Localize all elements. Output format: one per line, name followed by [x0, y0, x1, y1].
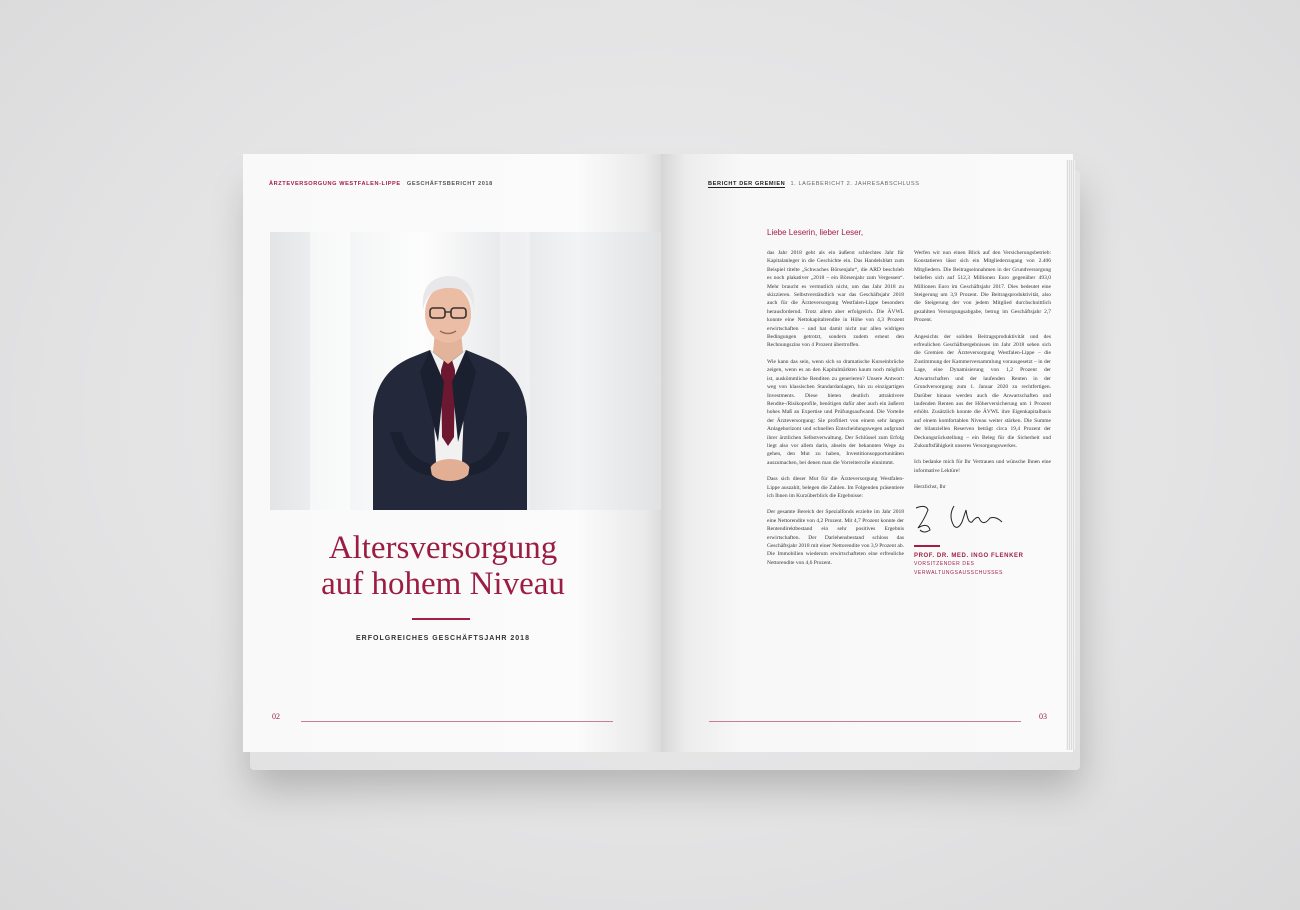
headline-line-1: Altersversorgung	[328, 530, 558, 566]
headline	[243, 530, 643, 602]
handwritten-signature	[914, 500, 1004, 536]
footer-line-right	[709, 721, 1021, 722]
closing: Herzlichst, Ihr	[914, 484, 946, 491]
left-page	[243, 154, 661, 752]
paragraph: Ich bedanke mich für Ihr Vertrauen und wünsche Ihnen eine informative Lektüre!	[914, 459, 1051, 474]
running-head-right	[708, 181, 920, 187]
paragraph: Der gesamte Bereich der Spezialfonds erzielte im Jahr 2018 eine Nettorendite von 4,2 Prozent. Mit 4,7 Prozent konnte der Rentendirektbestand ein sehr positives Ergebnis erwirtschaften. Der Darlehensbestand schloss das Geschäftsjahr 2018 mit einer Nettorendite von 3,9 Prozent ab. Die Immobilien wiederum erwirtschafteten eine erfreuliche Nettorendite von 4,6 Prozent.	[767, 509, 904, 566]
running-head-chapters: 1. LAGEBERICHT 2. JAHRESABSCHLUSS	[790, 181, 920, 187]
headline-line-2: auf hohem Niveau	[321, 566, 565, 602]
running-head-left	[269, 181, 493, 187]
paragraph: das Jahr 2018 geht als ein äußerst schlechtes Jahr für Kapitalanleger in die Geschichte ein. Das Handelsblatt zum Beispiel titelte „Schwaches Börsenjahr“, die ARD beschrieb es noch plakativer „2018 – ein Börsenjahr zum Vergessen“. Mehr braucht es vermutlich nicht, um das Jahr 2018 zu skizzieren. Selbstverständlich war das Geschäftsjahr 2018 auch für die Ärzteversorgung Westfalen-Lippe besonders herausfordernd. Trotz allem aber erfolgreich. Die ÄVWL konnte eine Nettokapitalrendite in Höhe von 4,3 Prozent erwirtschaften – und hat damit nicht nur allen widrigen Bedingungen getrotzt, sondern zudem erneut den Rechnungszins von 4 Prozent übertroffen.	[767, 250, 904, 349]
text-column-right	[914, 249, 1051, 578]
page-number-right: 03	[1039, 712, 1047, 721]
footer-line-left	[301, 721, 613, 722]
signatory-role-line-2: VERWALTUNGSAUSSCHUSSES	[914, 570, 1003, 577]
headline-divider	[412, 618, 470, 620]
page-edges	[1066, 160, 1075, 750]
running-head-brand: ÄRZTEVERSORGUNG WESTFALEN-LIPPE	[269, 181, 401, 187]
signature-divider	[914, 545, 940, 547]
page-number-left: 02	[272, 712, 280, 721]
text-column-left	[767, 249, 904, 575]
running-head-sub: GESCHÄFTSBERICHT 2018	[406, 181, 493, 187]
signatory-name: PROF. DR. MED. INGO FLENKER	[914, 552, 1024, 559]
portrait-photo	[270, 232, 661, 510]
paragraph: Angesichts der soliden Beitragsproduktivität und des erfreulichen Geschäftsergebnisses im Jahr 2018 sehen sich die Gremien der Ärzteversorgung Westfalen-Lippe – die Zustimmung der Kammerversammlung vorausgesetzt – in der Lage, eine Dynamisierung von 1,2 Prozent der Anwartschaften und der laufenden Renten in der Grundversorgung zum 1. Januar 2020 zu rechtfertigen. Darüber hinaus werden auch die Anwartschaften und laufenden Renten aus der Höherversicherung um 1 Prozent erhöht. Zusätzlich konnte die ÄVWL ihre Eigenkapitalbasis auf einem komfortablen Niveau weiter stärken. Die Summe der bilanziellen Reserven beträgt circa 19,4 Prozent der Deckungsrückstellung – ein Beleg für die Sicherheit und Zukunftsfähigkeit unseres Versorgungswerkes.	[914, 333, 1051, 449]
paragraph: Wie kann das sein, wenn sich so dramatische Kurseinbrüche zeigen, wenn es an den Kapitalmärkten kaum noch möglich ist, auskömmliche Renditen zu generieren? Unsere Antwort: weg von klassischen Standardanlagen, hin zu einzigartigen Investments. Diese bieten deutlich attraktivere Rendite-/Risikoprofile, benötigen dafür aber auch ein äußerst hohes Maß an Expertise und Prüfungsaufwand. Die Vorteile der Ärzteversorgung: Sie profitiert von einem sehr langen Anlagehorizont und schnellen Entscheidungswegen aufgrund ihrer ärztlichen Selbstverwaltung. Der Schlüssel zum Erfolg liegt also vor allem darin, abseits der bekannten Wege zu gehen, den Mut zu haben, Investitionsopportunitäten auszumachen, bei denen man die Vorreiterrolle einnimmt.	[767, 358, 904, 466]
running-head-section: BERICHT DER GREMIEN	[708, 181, 786, 187]
paragraph: Dass sich dieser Mut für die Ärzteversorgung Westfalen-Lippe auszahlt, belegen die Zahlen. Im Folgenden präsentiere ich Ihnen im Kurzüberblick die Ergebnisse:	[767, 476, 904, 499]
right-page	[661, 154, 1073, 752]
signatory-role-line-1: VORSITZENDER DES	[914, 561, 975, 568]
portrait-figure	[270, 232, 661, 510]
headline-sublabel: ERFOLGREICHES GESCHÄFTSJAHR 2018	[356, 635, 530, 642]
paragraph: Werfen wir nun einen Blick auf den Versicherungsbetrieb: Konstatieren lässt sich ein Mitgliederzugang von 2.406 Mitgliedern. Die Beitragseinnahmen in der Grundversorgung beliefen sich auf 512,3 Millionen Euro gegenüber 493,0 Millionen Euro im Geschäftsjahr 2017. Dies bedeutet eine Steigerung um 3,9 Prozent. Die Beitragsproduktivität, also die Steigerung der von jedem Mitglied durchschnittlich gezahlten Versorgungsabgabe, betrug im Geschäftsjahr 2,7 Prozent.	[914, 250, 1051, 324]
salutation: Liebe Leserin, lieber Leser,	[767, 228, 864, 237]
